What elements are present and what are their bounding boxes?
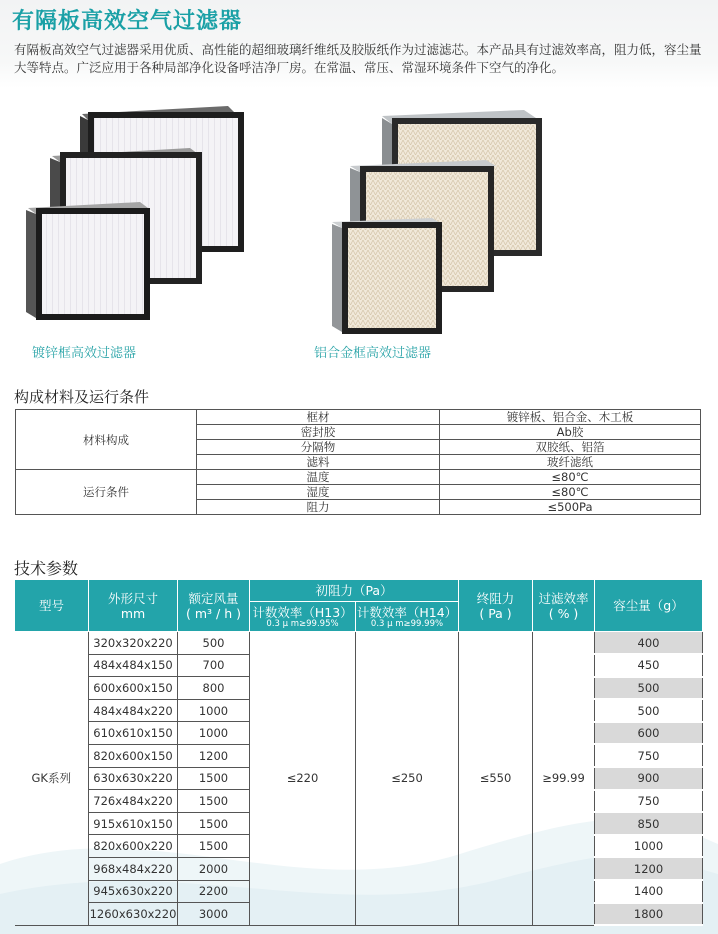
group-label: 材料构成	[16, 410, 197, 470]
airflow-cell: 2000	[178, 857, 250, 880]
header-h14-sub: 0.3 μ m≥99.99%	[370, 618, 444, 629]
dust-cell: 750	[595, 744, 703, 767]
airflow-cell: 700	[178, 654, 250, 677]
h14-cell: ≤250	[356, 632, 459, 926]
header-h13	[250, 602, 356, 632]
header-final-unit: ( Pa )	[479, 605, 512, 621]
galvanized-filter-image	[22, 104, 252, 328]
dust-cell: 1800	[595, 903, 703, 926]
header-h14	[356, 602, 459, 632]
size-cell: 968x484x220	[89, 857, 178, 880]
row-name: 湿度	[197, 485, 440, 500]
size-cell: 630x630x220	[89, 767, 178, 790]
header-airflow-label: 额定风量	[188, 590, 239, 606]
size-cell: 484x484x220	[89, 699, 178, 722]
airflow-cell: 1500	[178, 835, 250, 858]
size-cell: 320x320x220	[89, 632, 178, 655]
row-name: 密封胶	[197, 425, 440, 440]
airflow-cell: 500	[178, 632, 250, 655]
row-name: 框材	[197, 410, 440, 425]
row-name: 滤料	[197, 455, 440, 470]
size-cell: 820x600x220	[89, 835, 178, 858]
dust-cell: 450	[595, 654, 703, 677]
tech-table-body	[15, 632, 703, 926]
tech-heading: 技术参数	[14, 559, 79, 578]
dust-cell: 750	[595, 790, 703, 813]
table-row	[16, 470, 701, 485]
dust-cell: 500	[595, 699, 703, 722]
dust-cell: 1400	[595, 880, 703, 903]
header-final-label: 终阻力	[476, 590, 515, 606]
row-name: 阻力	[197, 500, 440, 515]
row-value: ≤80℃	[440, 470, 701, 485]
header-airflow	[178, 580, 250, 632]
size-cell: 820x600x150	[89, 744, 178, 767]
row-value: 镀锌板、铝合金、木工板	[440, 410, 701, 425]
row-value: Ab胶	[440, 425, 701, 440]
dust-cell: 500	[595, 677, 703, 700]
tech-header-row	[15, 580, 703, 602]
group-label: 运行条件	[16, 470, 197, 515]
airflow-cell: 1500	[178, 790, 250, 813]
table-row	[15, 632, 703, 655]
efficiency-cell: ≥99.99	[533, 632, 595, 926]
materials-heading: 构成材料及运行条件	[14, 388, 150, 406]
airflow-cell: 2200	[178, 880, 250, 903]
table-row	[16, 410, 701, 425]
dust-cell: 850	[595, 812, 703, 835]
aluminum-filter-image	[328, 110, 556, 336]
row-value: ≤80℃	[440, 485, 701, 500]
airflow-cell: 1500	[178, 812, 250, 835]
size-cell: 726x484x220	[89, 790, 178, 813]
dust-cell: 1200	[595, 857, 703, 880]
size-cell: 1260x630x220	[89, 903, 178, 926]
header-size	[89, 580, 178, 632]
final-resistance-cell: ≤550	[459, 632, 533, 926]
header-size-label: 外形尺寸	[107, 590, 158, 606]
header-h14-label: 计数效率（H14）	[356, 604, 458, 620]
dust-cell: 900	[595, 767, 703, 790]
aluminum-filter-caption: 铝合金框高效过滤器	[314, 346, 432, 361]
airflow-cell: 1000	[178, 699, 250, 722]
header-efficiency-label: 过滤效率	[538, 590, 589, 606]
materials-table	[15, 409, 701, 515]
dust-cell: 600	[595, 722, 703, 745]
header-size-unit: mm	[120, 605, 146, 621]
header-h13-sub: 0.3 μ m≥99.95%	[266, 618, 339, 629]
tech-table	[14, 579, 703, 926]
airflow-cell: 1200	[178, 744, 250, 767]
page-title: 有隔板高效空气过滤器	[12, 9, 243, 34]
size-cell: 600x600x150	[89, 677, 178, 700]
airflow-cell: 1500	[178, 767, 250, 790]
h13-cell: ≤220	[250, 632, 356, 926]
row-name: 分隔物	[197, 440, 440, 455]
header-init-resistance: 初阻力（Pa）	[250, 580, 459, 602]
airflow-cell: 3000	[178, 903, 250, 926]
row-value: 玻纤滤纸	[440, 455, 701, 470]
size-cell: 945x630x220	[89, 880, 178, 903]
row-value: ≤500Pa	[440, 500, 701, 515]
airflow-cell: 800	[178, 677, 250, 700]
header-model: 型号	[15, 580, 89, 632]
series-cell: GK系列	[15, 632, 89, 926]
size-cell: 915x610x150	[89, 812, 178, 835]
dust-cell: 1000	[595, 835, 703, 858]
header-efficiency	[533, 580, 595, 632]
header-final-resistance	[459, 580, 533, 632]
airflow-cell: 1000	[178, 722, 250, 745]
row-name: 温度	[197, 470, 440, 485]
header-dust: 容尘量（g）	[595, 580, 703, 632]
row-value: 双胶纸、铝箔	[440, 440, 701, 455]
header-airflow-unit: ( m³ / h )	[186, 605, 241, 621]
header-h13-label: 计数效率（H13）	[252, 604, 353, 620]
size-cell: 610x610x150	[89, 722, 178, 745]
size-cell: 484x484x150	[89, 654, 178, 677]
intro-paragraph: 有隔板高效空气过滤器采用优质、高性能的超细玻璃纤维纸及胶版纸作为过滤滤芯。本产品具有过滤效率高，阻力低，容尘量大等特点。广泛应用于各种局部净化设备呼洁净厂房。在常温、常压、常湿环境条件下空气的净化。	[14, 42, 702, 75]
galvanized-filter-caption: 镀锌框高效过滤器	[32, 346, 137, 361]
dust-cell: 400	[595, 632, 703, 655]
header-efficiency-unit: ( % )	[548, 605, 579, 621]
